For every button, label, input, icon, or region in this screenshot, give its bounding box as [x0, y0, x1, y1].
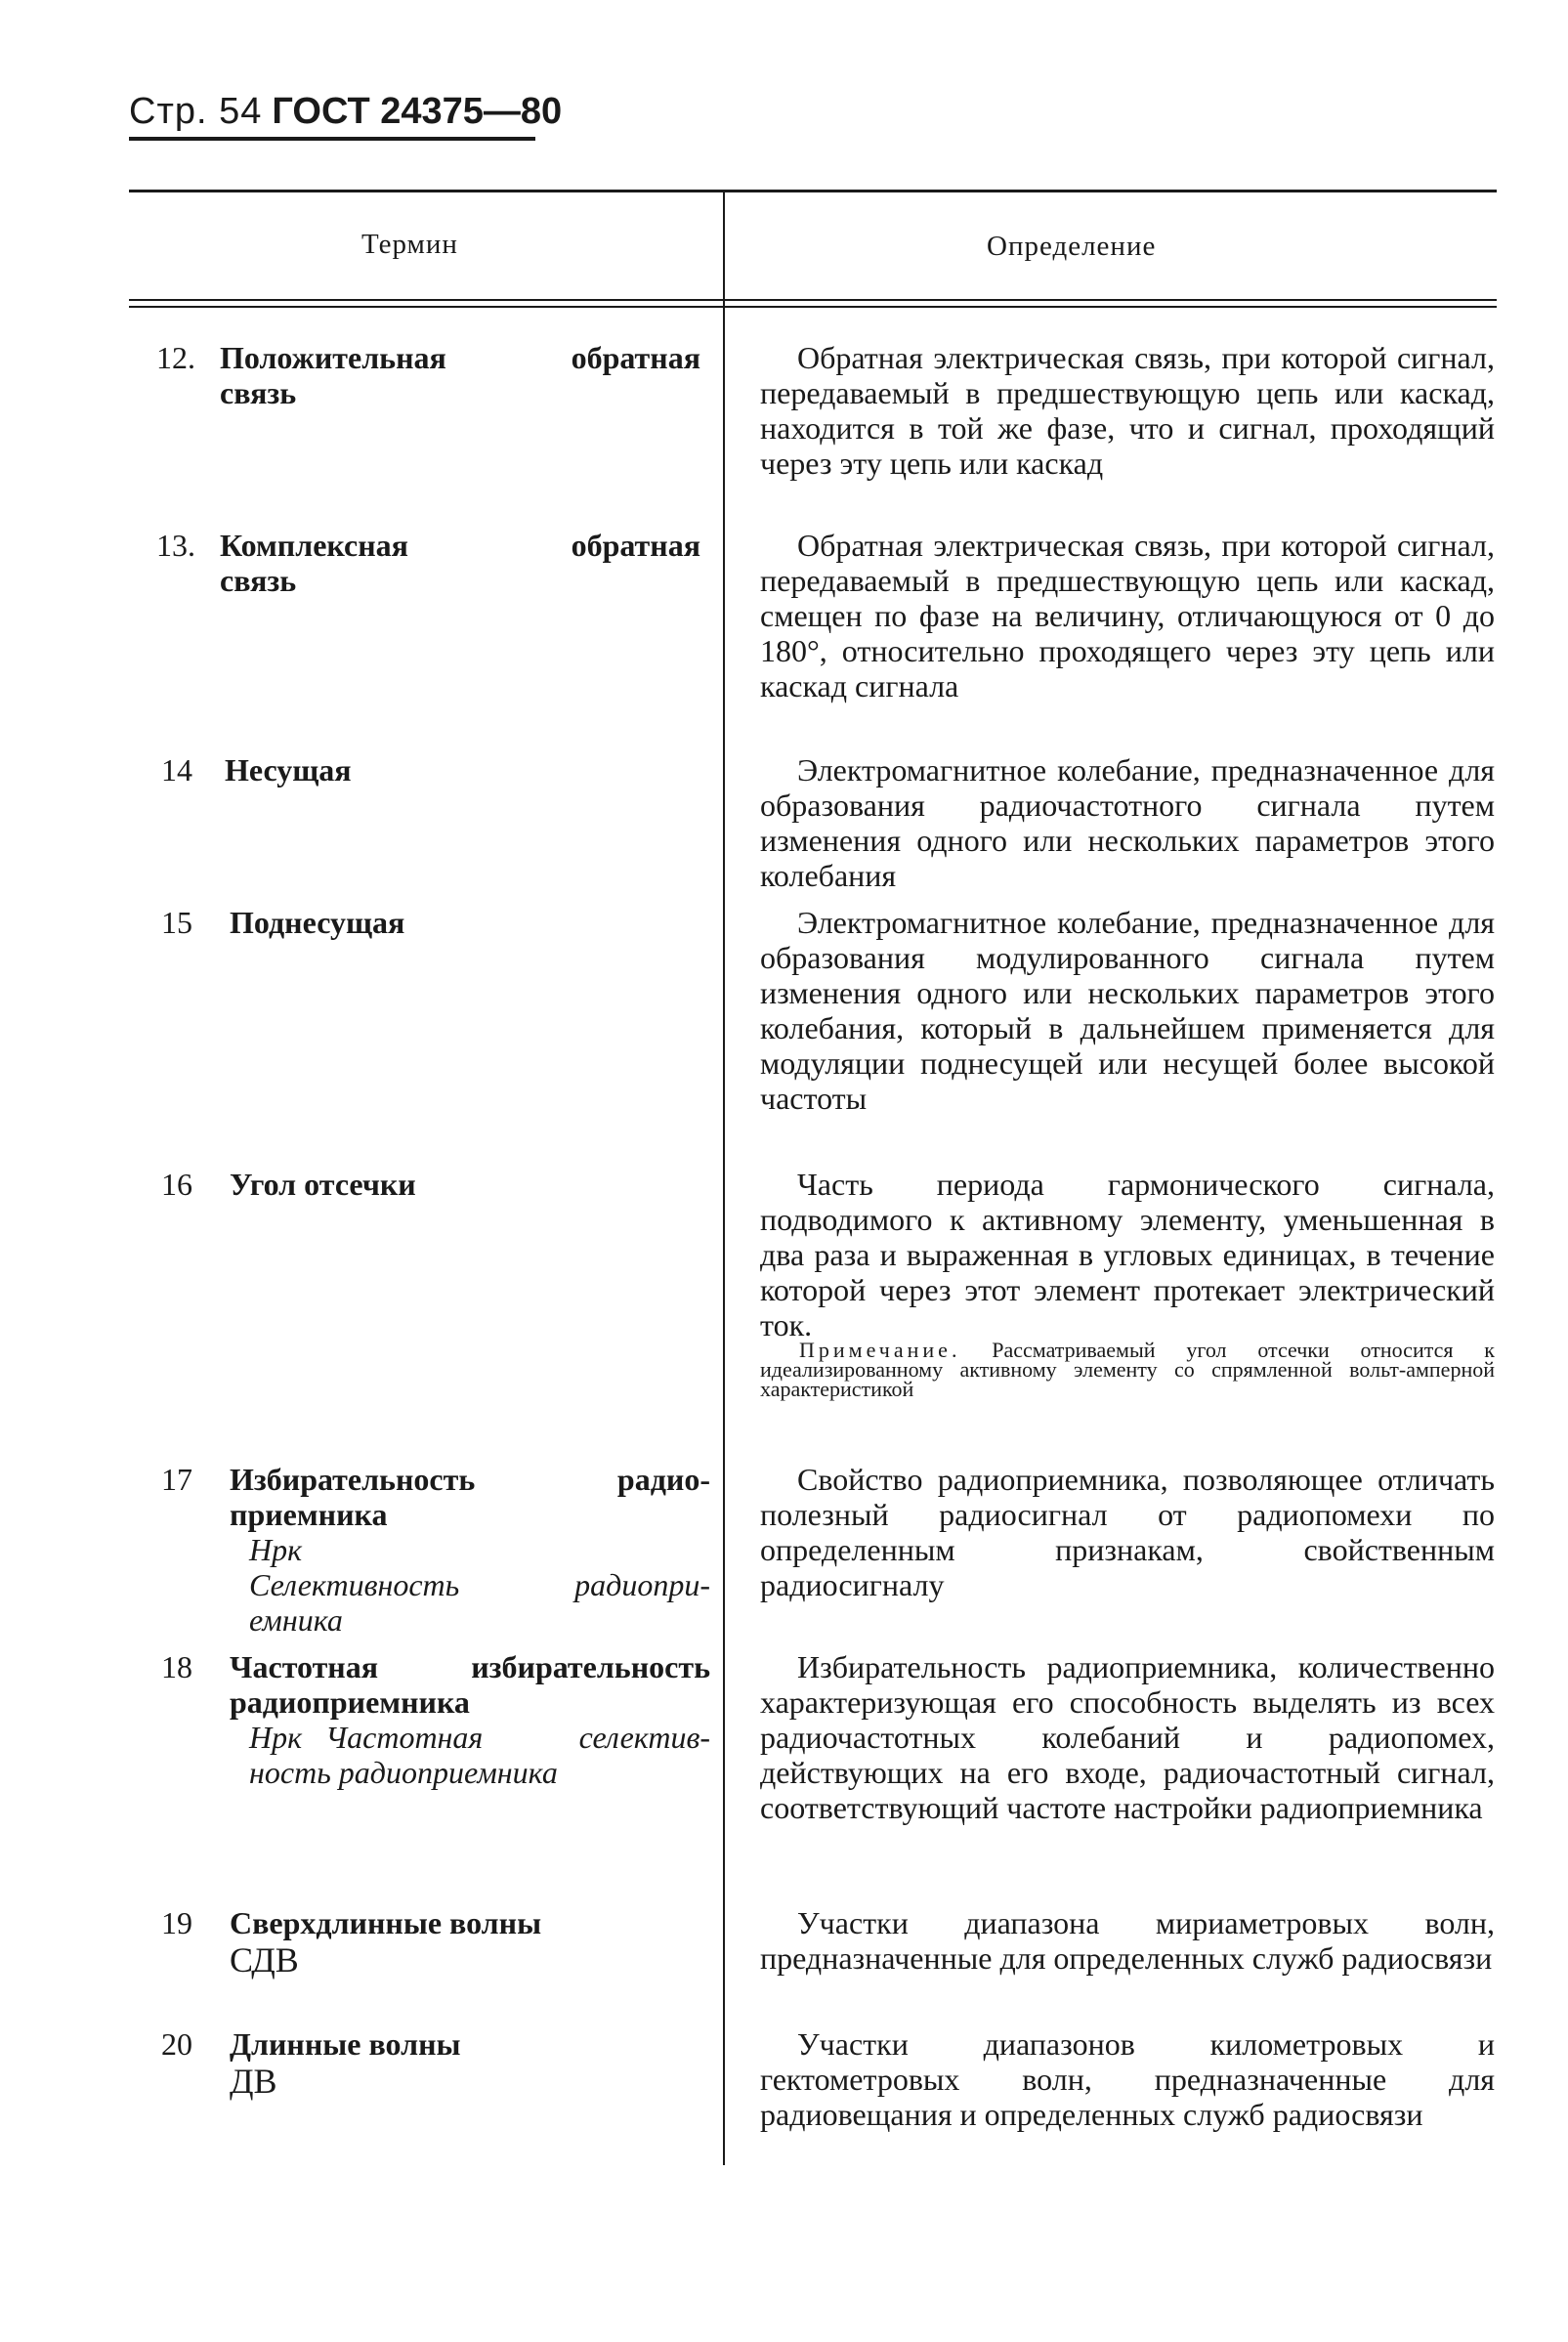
- abbreviation: ДВ: [230, 2062, 277, 2101]
- term: [230, 905, 700, 940]
- note-text: Рассматриваемый угол отсечки относится к идеализированному активному элементу со спрямленной вольт-амперной характеристикой: [760, 1338, 1495, 1401]
- header-double-rule-top: [129, 299, 1497, 301]
- term: [230, 1649, 710, 1790]
- term-text: Избирательность: [230, 1462, 476, 1497]
- term-text: Частотная: [230, 1649, 379, 1684]
- entry-number: 19: [161, 1905, 192, 1940]
- definition: Участки диапазонов километровых и гектометровых волн, предназначенные для радиовещания и определенных служб радиосвязи: [760, 2026, 1495, 2132]
- page-header: [129, 90, 563, 141]
- synonym-text: емника: [249, 1602, 343, 1638]
- definition: Электромагнитное колебание, предназначенное для образования модулированного сигнала путем изменения одного или нескольких параметров этого колебания, который в дальнейшем применяется для модуляции поднесущей или несущей более высокой частоты: [760, 905, 1495, 1116]
- term-text: радио-: [616, 1462, 710, 1497]
- note-label: Примечание.: [799, 1338, 961, 1362]
- page-number: Стр. 54: [129, 91, 263, 132]
- definition: Обратная электрическая связь, при которой сигнал, передаваемый в предшествующую цепь или каскад, смещен по фазе на величину, отличающуюся от 0 до 180°, относительно проходящего через эту цепь или каскад сигнала: [760, 528, 1495, 703]
- entry-number: 16: [161, 1167, 192, 1202]
- entry-number: 12.: [156, 340, 195, 375]
- term: [220, 528, 700, 598]
- definition: Свойство радиоприемника, позволяющее отличать полезный радиосигнал от радиопомехи по определенным признакам, свойственным радиосигналу: [760, 1462, 1495, 1602]
- npk-label: Нрк: [249, 1720, 303, 1755]
- term-text: Поднесущая: [230, 905, 405, 940]
- term-text: Несущая: [225, 752, 352, 788]
- definition: Избирательность радиоприемника, количественно характеризующая его способность выделять из всех радиочастотных колебаний и радиопомех, действующих на его входе, радиочастотный сигнал, соответствующий частоте настройки радиоприемника: [760, 1649, 1495, 1825]
- entry-number: 13.: [156, 528, 195, 563]
- entry-number: 17: [161, 1462, 192, 1497]
- term-text: Комплексная: [220, 528, 408, 563]
- definition: Электромагнитное колебание, предназначенное для образования радиочастотного сигнала путем изменения одного или нескольких параметров этого колебания: [760, 752, 1495, 893]
- term-text: Сверхдлинные волны: [230, 1905, 542, 1940]
- document-code: ГОСТ 24375—80: [272, 91, 563, 132]
- header-double-rule-bottom: [129, 306, 1497, 308]
- table-top-rule: [129, 190, 1497, 192]
- term-text: связь: [220, 563, 297, 598]
- term-text: приемника: [230, 1497, 388, 1532]
- entry-number: 20: [161, 2026, 192, 2062]
- term: [230, 1905, 700, 1980]
- term-text: избирательность: [471, 1649, 710, 1684]
- term-text: обратная: [571, 340, 700, 375]
- term: [230, 1167, 700, 1202]
- synonym-text: радиопри-: [574, 1567, 710, 1602]
- abbreviation: СДВ: [230, 1940, 299, 1980]
- entry-number: 18: [161, 1649, 192, 1684]
- synonym-text: Частотная: [325, 1720, 484, 1755]
- definition: Часть периода гармонического сигнала, подводимого к активному элементу, уменьшенная в два раза и выраженная в угловых единицах, в течение которой через этот элемент протекает электрический ток.: [760, 1167, 1495, 1342]
- term-text: Длинные волны: [230, 2026, 461, 2062]
- synonym-text: ность радиоприемника: [249, 1755, 558, 1790]
- entry-number: 15: [161, 905, 192, 940]
- definition: Обратная электрическая связь, при которой сигнал, передаваемый в предшествующую цепь или каскад, находится в той же фазе, что и сигнал, проходящий через эту цепь или каскад: [760, 340, 1495, 481]
- term-text: связь: [220, 375, 297, 410]
- npk-label: Нрк: [249, 1532, 303, 1567]
- note: [760, 1338, 1495, 1401]
- term: [225, 752, 700, 788]
- term-text: обратная: [571, 528, 700, 563]
- term: [230, 1462, 710, 1638]
- column-header-definition: Определение: [987, 231, 1157, 262]
- term-text: Угол отсечки: [230, 1167, 416, 1202]
- column-header-term: Термин: [361, 229, 458, 260]
- term-text: Положительная: [220, 340, 446, 375]
- term: [230, 2026, 700, 2101]
- column-divider: [723, 192, 725, 2165]
- term: [220, 340, 700, 410]
- synonym-text: селектив-: [578, 1720, 710, 1755]
- definition: Участки диапазона мириаметровых волн, предназначенные для определенных служб радиосвязи: [760, 1905, 1495, 1976]
- synonym-text: Селективность: [249, 1567, 460, 1602]
- term-text: радиоприемника: [230, 1684, 470, 1720]
- entry-number: 14: [161, 752, 192, 788]
